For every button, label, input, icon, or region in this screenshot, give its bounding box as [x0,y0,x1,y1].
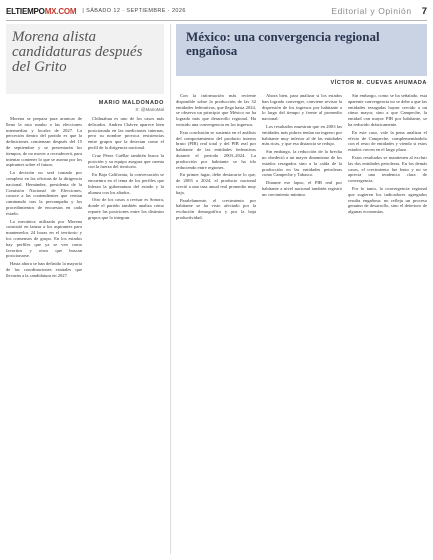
page-number: 7 [421,5,427,17]
paragraph: Paralelamente, el crecimiento por habitante se ha visto afectado por la evolución demográfica y por la baja productividad. [176,197,256,220]
right-headline-box [176,24,427,76]
right-article-column-2 [262,93,342,554]
left-author-handle: X: @MarioMal [135,107,164,112]
paragraph: Otro de los casos a revisar es Sonora, donde el partido también analiza cómo reparte las posiciones entre los distintos grupos que lo integran. [88,197,164,220]
masthead-logo[interactable] [6,7,76,16]
left-author-name: MARIO MALDONADO [98,100,164,106]
right-article-title: México: una convergencia regional engañosa [186,29,380,58]
paragraph: Estos resultados se mantienen al excluir las dos entidades petroleras. En los demás casos, el crecimiento fue lento y no se aprecia una tendencia clara de convergencia. [348,154,427,184]
left-article-column-2 [88,116,164,554]
paragraph: Esta conclusión se sustenta en el análisis del comportamiento del producto interno bruto (PIB) real total y del PIB real por habitante de las entidades federativas durante el periodo 2003–2024. La producción por habitante se ha ido reduciendo entre regiones. [176,129,256,170]
paragraph: La decisión no será tomada por completo en las oficinas de la dirigencia nacional. Hernández, presidenta de la Comisión Nacional de Elecciones, conoce a las contendientes que venían caminando tras la precampaña y los procedimientos de encuestas en cada estado. [6,170,82,216]
paragraph: Ahora bien, para analizar si los estados han logrado converger, conviene revisar la dispersión de los ingresos por habitante a lo largo del tiempo y frente al promedio nacional. [262,93,342,122]
header-rule [6,20,427,21]
paragraph: Morena se prepara para arrancar de lleno la ruta rumbo a las elecciones intermedias y locales de 2027. La perceción dentro del partido es que la definiciones comienzan después del 15 de septiembre y se presentarán los tiempos, de no mover a recrudecerá, para intentar contener lo que se asoma por los aspirantes sobre el futuro. [6,116,82,168]
page-header [6,3,427,19]
left-author-block [6,100,164,112]
paragraph: Hasta ahora se han definido la mayoría de las coordinaciones estatales que llevarán a la candidatura en 2027. [6,261,82,278]
paragraph: Sin embargo, la reducción de la brecha no obedeció a un mayor dinamismo de los estados rezagados sino a la caída de la producción en las entidades petroleras como Campeche y Tabasco. [262,149,342,178]
left-article-column-1 [6,116,82,554]
left-headline-box [6,24,164,94]
paragraph: Cruz Pérez Cuéllar también busca la posición y su equipo asegura que cuenta con la fuerza del territorio. [88,152,164,170]
column-divider [170,24,171,554]
issue-date: | SÁBADO 12 · SEPTIEMBRE · 2026 [82,8,186,14]
left-article-title: Morena alista candidaturas después del Grito [12,29,143,75]
paragraph: Los resultados muestran que en 2003 las entidades más pobres tenían un ingreso por habitante muy inferior al de las entidades más ricas, y que esa distancia se redujo. [262,123,342,147]
section-name: Editorial y Opinión [331,6,412,16]
right-article-column-1 [176,93,256,554]
paragraph: En Baja California, la conversación se encuentra en el tema de los perfiles que lideran la gubernatura del estado y la alianza con los aliados. [88,172,164,195]
right-author-name: VÍCTOR M. CUEVAS AHUMADA [330,80,427,86]
masthead-main: ELTIEMPO [6,6,45,16]
paragraph: La mecánica utilizada por Morena consistió en lanzar a los aspirantes para mantenerlos 24 horas en el territorio y los consensos de grupo. En los estados hay perfiles que ya se ven como favoritos y otros que buscan posicionarse. [6,218,82,259]
paragraph: Chihuahua es uno de los casos más delicados. Andrea Chávez aparece bien posicionada en las mediciones internas, pero su nombre provoca resistencias entre grupos que la detectan como el perfil de la dirigencia nacional. [88,116,164,150]
paragraph: Con la información más reciente disponible sobre la producción de las 32 entidades federativas, que llega hasta 2024, se observa un principio que México no ha logrado más que desarrollo regional. Ha existido una convergencia en los ingresos. [176,93,256,127]
paragraph: Durante ese lapso, el PIB real por habitante a nivel nacional también registró un crecimiento mínimo. [262,180,342,197]
paragraph: Sin embargo, como se ha señalado, esta aparente convergencia no se debe a que las entidades rezagadas hayan crecido a un ritmo mayor, sino a que Campeche, la entidad con mayor PIB por habitante, se ha reducido drásticamente. [348,93,427,127]
paragraph: Por lo tanto, la convergencia regional que sugieren los indicadores agregados resulta engañosa: no refleja un proceso genuino de desarrollo, sino el deterioro de algunas economías. [348,185,427,215]
paragraph: En primer lugar, debe destacarse lo que, de 2003 a 2024, el producto nacional creció a una tasa anual real promedio muy baja. [176,172,256,195]
masthead-suffix: MX.COM [44,6,77,16]
right-article-column-3 [348,93,427,554]
paragraph: En este caso, vale la pena analizar el efecto de Campeche, complementándolo con el resto de entidades y viendo si estos estados crecen en el largo plazo. [348,129,427,153]
